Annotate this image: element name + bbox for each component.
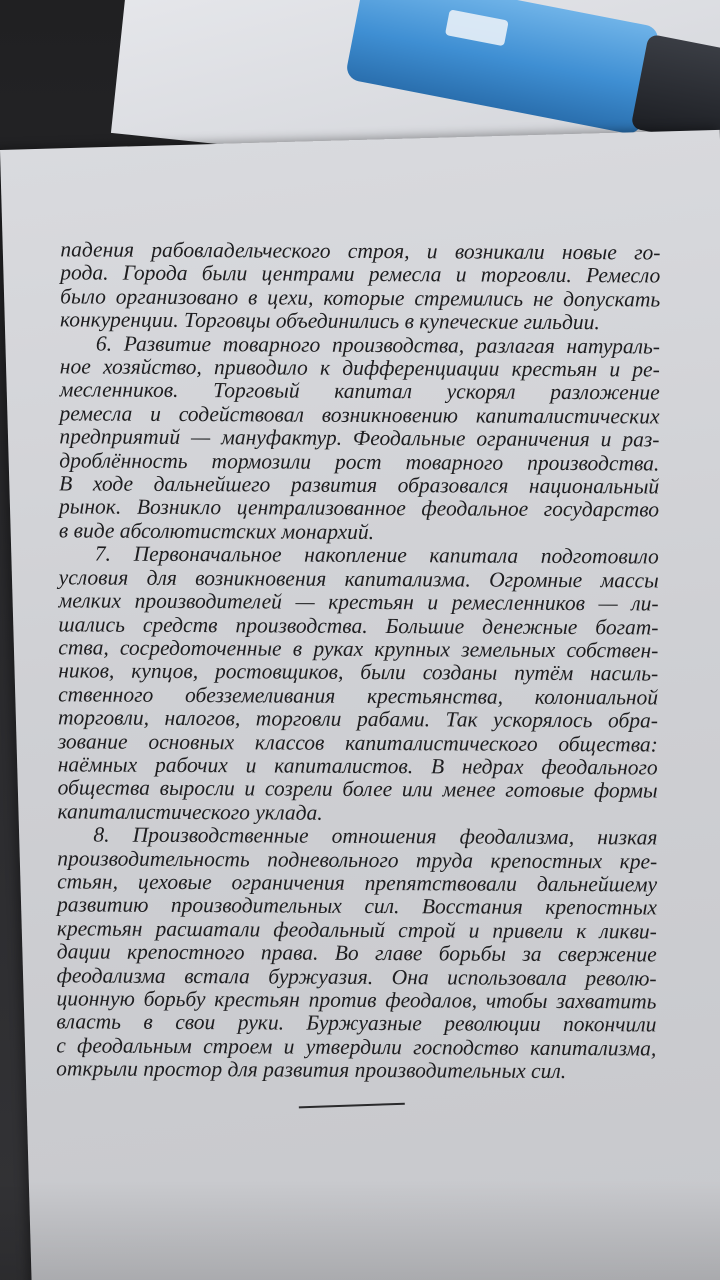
text-line: 6. Развитие товарного производства, разлагая натураль- xyxy=(95,331,660,359)
text-line: предприятий — мануфактур. Феодальные ограничения и раз- xyxy=(59,424,660,452)
book-page xyxy=(0,130,720,1280)
text-line: было организовано в цехи, которые стремились не допускать xyxy=(60,284,661,312)
text-line: власть в свои руки. Буржуазные революции покончили xyxy=(56,1009,657,1037)
text-line: ства, сосредоточенные в руках крупных земельных собствен- xyxy=(58,635,659,663)
text-line: производительность подневольного труда крепостных кре- xyxy=(57,845,658,874)
text-line: дроблённость тормозили рост товарного производства. xyxy=(59,447,660,476)
text-line: открыли простор для развития производительных сил. xyxy=(56,1056,567,1084)
text-line: ственного обезземеливания крестьянства, колониальной xyxy=(58,682,659,710)
text-line: рода. Города были центрами ремесла и торговли. Ремесло xyxy=(60,260,661,288)
text-line: с феодальным строем и утвердили господство капитализма, xyxy=(56,1033,657,1061)
text-line: падения рабовладельческого строя, и возникали новые го- xyxy=(60,237,661,265)
text-line: наёмных рабочих и капиталистов. В недрах феодального xyxy=(57,752,658,780)
section-end-rule xyxy=(299,1103,405,1109)
text-line: в виде абсолютистских монархий. xyxy=(58,518,375,544)
text-line: зование основных классов капиталистического общества: xyxy=(57,728,658,757)
text-line: конкуренции. Торговцы объединились в купеческие гильдии. xyxy=(60,307,600,335)
text-line: ционную борьбу крестьян против феодалов, чтобы захватить xyxy=(56,986,657,1014)
text-line: условия для возникновения капитализма. Огромные массы xyxy=(58,565,659,593)
text-line: крестьян расшатали феодальный строй и привели к ликви- xyxy=(56,916,657,944)
text-line: 8. Производственные отношения феодализма, низкая xyxy=(93,822,658,850)
text-line: ное хозяйство, приводило к дифференциации крестьян и ре- xyxy=(59,354,660,382)
text-line: развитию производительных сил. Восстания крепостных xyxy=(56,892,658,920)
text-line: стьян, цеховые ограничения препятствовали дальнейшему xyxy=(57,869,658,897)
text-line: ремесла и содействовал возникновению капиталистических xyxy=(59,401,660,429)
text-line: капиталистического уклада. xyxy=(57,799,323,825)
text-line: торговли, налогов, торговли рабами. Так ускорялось обра- xyxy=(57,705,659,733)
text-line: дации крепостного права. Во главе борьбы за свержение xyxy=(56,939,657,967)
page-text-body xyxy=(56,238,660,1084)
text-line: месленников. Торговый капитал ускорял разложение xyxy=(59,377,660,405)
text-line: рынок. Возникло централизованное феодальное государство xyxy=(59,494,660,522)
text-line: В ходе дальнейшего развития образовался национальный xyxy=(59,471,660,499)
text-line: мелких производителей — крестьян и ремесленников — ли- xyxy=(58,588,659,616)
text-line: феодализма встала буржуазия. Она использовала револю- xyxy=(56,962,657,991)
text-line: ников, купцов, ростовщиков, были созданы путём насиль- xyxy=(58,658,659,686)
text-line: общества выросли и созрели более или менее готовые формы xyxy=(57,775,658,803)
text-line: шались средств производства. Большие денежные богат- xyxy=(58,611,659,639)
text-line: 7. Первоначальное накопление капитала подготовило xyxy=(94,541,659,569)
